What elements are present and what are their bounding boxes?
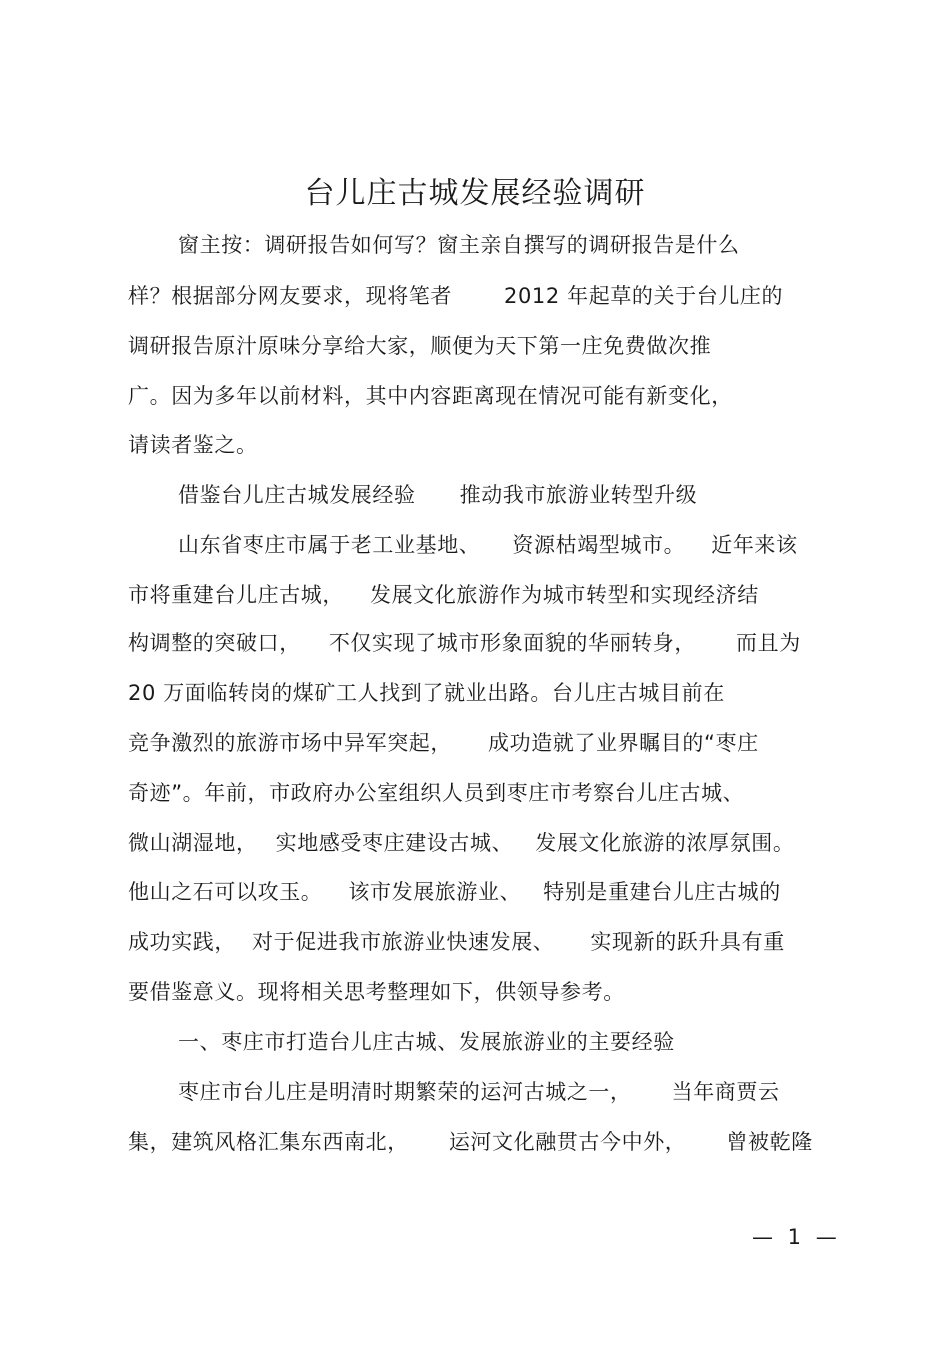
body-line-3 [128,628,801,658]
body-line-1-part-1: 山东省枣庄市属于老工业基地、 [178,533,481,557]
body-line-2-part-2: 发展文化旅游作为城市转型和实现经济结 [370,583,759,607]
body-line-9-part-1: 成功实践， [128,930,236,954]
body-line-4: 20 万面临转岗的煤矿工人找到了就业出路。台儿庄古城目前在 [128,681,725,705]
body-line-3-part-2: 不仅实现了城市形象面貌的华丽转身， [328,631,697,655]
body-line-7-part-1: 微山湖湿地， [128,831,258,855]
section-heading: 一、枣庄市打造台儿庄古城、发展旅游业的主要经验 [178,1030,675,1054]
section-line-2-part-3: 曾被乾隆 [726,1130,813,1154]
body-line-2-part-1: 市将重建台儿庄古城， [128,583,344,607]
intro-line-2-text: 样？根据部分网友要求，现将笔者 [128,284,452,308]
body-line-7-part-2: 实地感受枣庄建设古城、 [275,831,514,855]
section-line-2-part-1: 集，建筑风格汇集东西南北， [128,1130,409,1154]
intro-line-2 [128,281,783,311]
body-line-5-part-1: 竞争激烈的旅游市场中异军突起， [128,731,452,755]
section-line-1-part-2: 当年商贾云 [671,1080,780,1104]
intro-line-1: 窗主按：调研报告如何写？窗主亲自撰写的调研报告是什么 [178,233,740,257]
section-line-2 [128,1127,813,1157]
section-line-1 [178,1077,780,1107]
body-line-3-part-1: 构调整的突破口， [128,631,301,655]
body-line-1-part-3: 近年来该 [711,533,798,557]
body-line-5 [128,728,759,758]
body-line-9-part-3: 实现新的跃升具有重 [590,930,785,954]
body-line-2 [128,580,759,610]
subtitle-right: 推动我市旅游业转型升级 [459,483,698,507]
body-line-8-part-3: 特别是重建台儿庄古城的 [543,880,781,904]
body-line-9-part-2: 对于促进我市旅游业快速发展、 [252,930,555,954]
section-line-1-part-1: 枣庄市台儿庄是明清时期繁荣的运河古城之一， [178,1080,632,1104]
body-line-7-part-3: 发展文化旅游的浓厚氛围。 [535,831,795,855]
body-line-8-part-2: 该市发展旅游业、 [348,880,522,904]
body-line-6: 奇迹”。年前，市政府办公室组织人员到枣庄市考察台儿庄古城、 [128,781,745,805]
body-line-3-part-3: 而且为 [736,631,801,655]
section-line-2-part-2: 运河文化融贯古今中外， [448,1130,687,1154]
body-line-8 [128,877,781,907]
intro-line-3: 调研报告原汁原味分享给大家，顺便为天下第一庄免费做次推 [128,334,712,358]
body-line-1-part-2: 资源枯竭型城市。 [512,533,686,557]
body-line-10: 要借鉴意义。现将相关思考整理如下，供领导参考。 [128,980,625,1004]
document-title: 台儿庄古城发展经验调研 [304,176,646,211]
body-line-7 [128,828,794,858]
intro-line-2-year: 2012 年起草的关于台儿庄的 [504,284,784,308]
intro-line-4: 广。因为多年以前材料，其中内容距离现在情况可能有新变化， [128,384,733,408]
subtitle-left: 借鉴台儿庄古城发展经验 [178,483,416,507]
intro-line-5: 请读者鉴之。 [128,433,258,457]
page-number: — 1 — [752,1225,841,1249]
subtitle-line [178,480,697,510]
body-line-1 [178,530,798,560]
body-line-5-part-2: 成功造就了业界瞩目的“枣庄 [488,731,759,755]
body-line-8-part-1: 他山之石可以攻玉。 [128,880,323,904]
body-line-9 [128,927,785,957]
